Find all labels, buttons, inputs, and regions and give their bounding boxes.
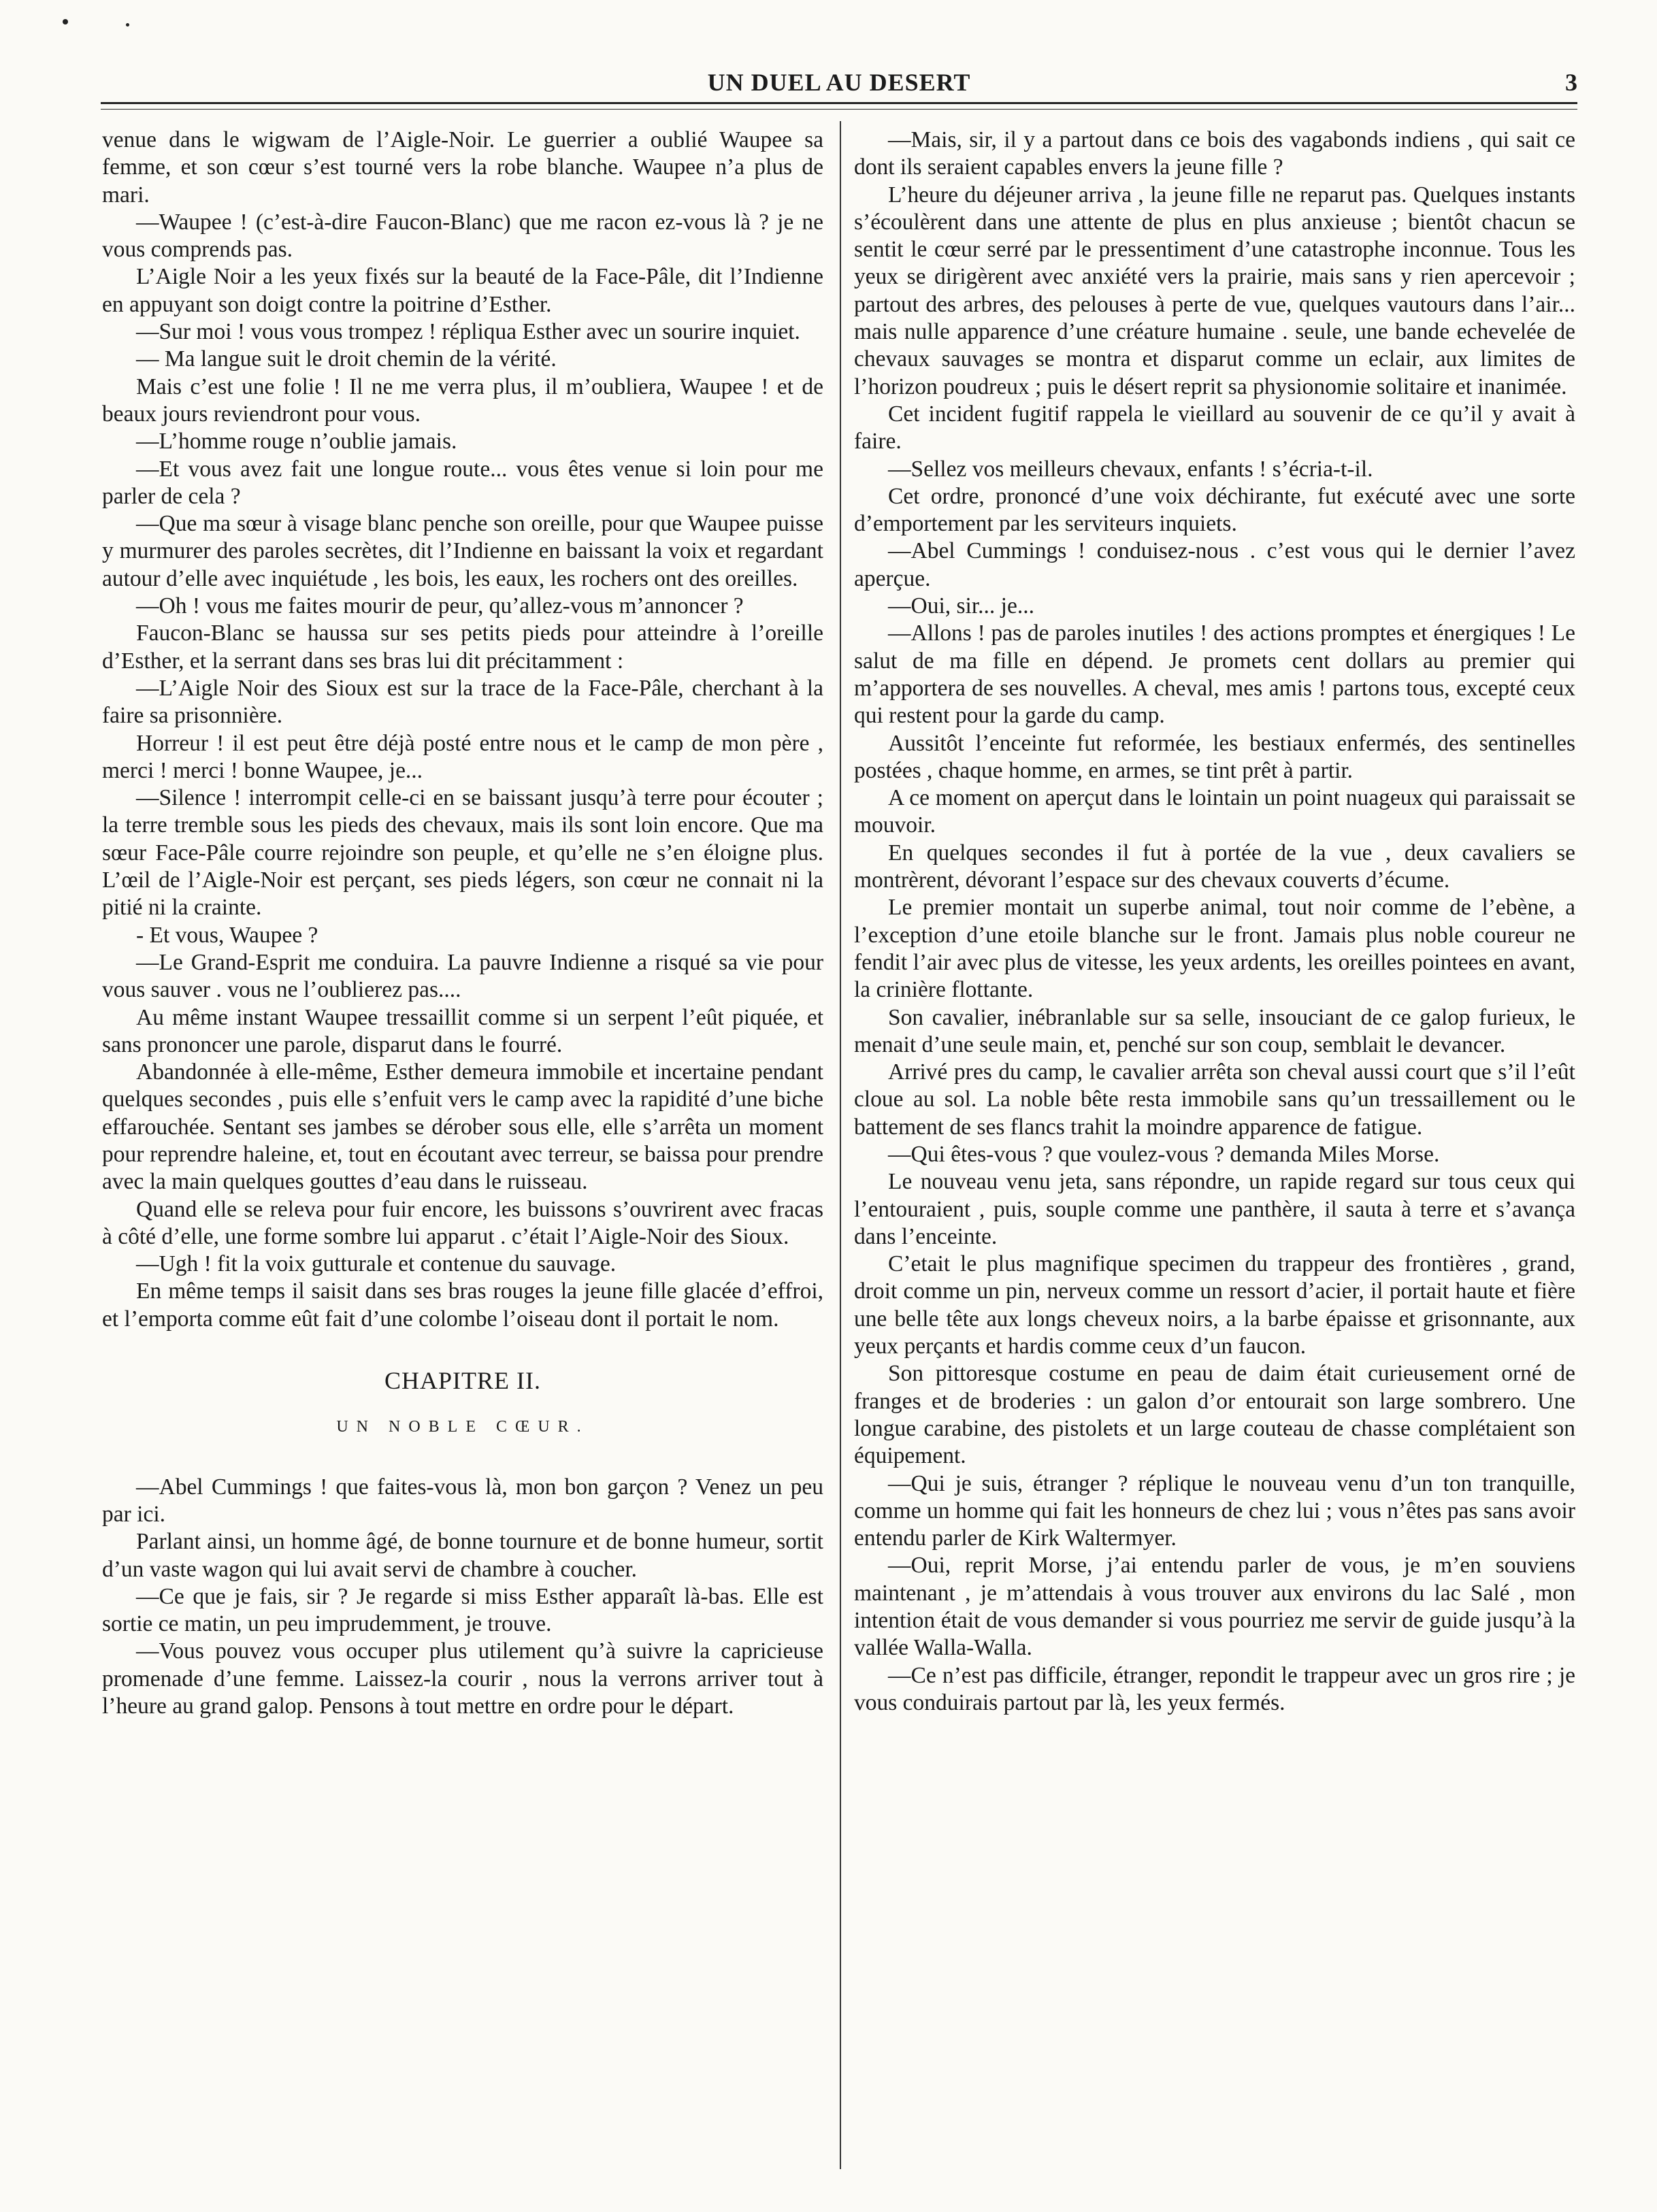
paragraph: —Sur moi ! vous vous trompez ! répliqua Esther avec un sourire inquiet. xyxy=(136,319,800,345)
paragraph: En même temps il saisit dans ses bras rouges la jeune fille glacée d’effroi, et l’emporta comme eût fait d’une colombe l’oiseau dont il portait le nom. xyxy=(102,1278,823,1332)
header-rule xyxy=(101,102,1577,104)
paragraph: Aussitôt l’enceinte fut reformée, les bestiaux enfermés, des sentinelles postées , chaque homme, en armes, se tint prêt à partir. xyxy=(854,730,1575,783)
paragraph: —Et vous avez fait une longue route... vous êtes venue si loin pour me parler de cela ? xyxy=(102,456,823,509)
chapter-subtitle: UN NOBLE CŒUR. xyxy=(336,1418,589,1436)
paragraph: —Mais, sir, il y a partout dans ce bois des vagabonds indiens , qui sait ce dont ils seraient capables envers la jeune fille ? xyxy=(854,127,1575,180)
paragraph: —Sellez vos meilleurs chevaux, enfants ! s’écria-t-il. xyxy=(888,456,1373,482)
paragraph: C’etait le plus magnifique specimen du trappeur des frontières , grand, droit comme un pin, nerveux comme un ressort d’acier, il portait haute et fière une belle tête aux longs cheveux noirs, a la barbe épaisse et grisonnante, aux yeux perçants et hardis comme ceux d’un faucon. xyxy=(854,1251,1575,1359)
header-rule-thin xyxy=(101,109,1577,110)
paragraph: —Waupee ! (c’est-à-dire Faucon-Blanc) que me racon ez-vous là ? je ne vous comprends pas. xyxy=(102,209,823,263)
paragraph: Horreur ! il est peut être déjà posté entre nous et le camp de mon père , merci ! merci ! bonne Waupee, je... xyxy=(102,730,823,783)
paragraph: Abandonnée à elle-même, Esther demeura immobile et incertaine pendant quelques secondes , puis elle s’enfuit vers le camp avec la rapidité d’une biche effarouchée. Sentant ses jambes se dérober sous elle, elle s’arrêta un moment pour reprendre haleine, et, tout en écoutant avec terreur, se baissa pour prendre avec la main quelques gouttes d’eau dans le ruisseau. xyxy=(102,1059,823,1195)
right-column xyxy=(854,127,1575,1717)
chapter-title: CHAPITRE II. xyxy=(384,1367,541,1395)
paragraph: Mais c’est une folie ! Il ne me verra plus, il m’oubliera, Waupee ! et de beaux jours reviendront pour vous. xyxy=(102,374,823,427)
paragraph: —Ce que je fais, sir ? Je regarde si miss Esther apparaît là-bas. Elle est sortie ce matin, un peu imprudemment, je trouve. xyxy=(102,1583,823,1637)
paragraph: —Silence ! interrompit celle-ci en se baissant jusqu’à terre pour écouter ; la terre tremble sous les pieds des chevaux, mais ils sont loin encore. Que ma sœur Face-Pâle courre rejoindre son peuple, et qu’elle ne s’en éloigne plus. L’œil de l’Aigle-Noir est perçant, ses pieds légers, son cœur ne connait ni la pitié ni la crainte. xyxy=(102,785,823,921)
paragraph: Le premier montait un superbe animal, tout noir comme de l’ebène, a l’exception d’une etoile blanche sur le front. Jamais plus noble coureur ne fendit l’air avec plus de vitesse, les yeux ardents, les oreilles pointees en avant, la crinière flottante. xyxy=(854,895,1575,1003)
paragraph: —L’Aigle Noir des Sioux est sur la trace de la Face-Pâle, cherchant à la faire sa prisonnière. xyxy=(102,675,823,729)
paragraph: —Allons ! pas de paroles inutiles ! des actions promptes et énergiques ! Le salut de ma fille en dépend. Je promets cent dollars au premier qui m’apportera de ses nouvelles. A cheval, mes amis ! partons tous, excepté ceux qui restent pour la garde du camp. xyxy=(854,621,1575,729)
paragraph: —Abel Cummings ! conduisez-nous . c’est vous qui le dernier l’avez aperçue. xyxy=(854,538,1575,591)
paragraph: — Ma langue suit le droit chemin de la vérité. xyxy=(136,346,557,372)
page-header xyxy=(101,65,1577,106)
left-column xyxy=(102,127,823,1720)
paragraph: Cet incident fugitif rappela le vieillard au souvenir de ce qu’il y avait à faire. xyxy=(854,401,1575,455)
paragraph: Au même instant Waupee tressaillit comme si un serpent l’eût piquée, et sans prononcer une parole, disparut dans le fourré. xyxy=(102,1004,823,1057)
running-title: UN DUEL AU DESERT xyxy=(707,69,971,96)
paragraph: Le nouveau venu jeta, sans répondre, un rapide regard sur tous ceux qui l’entouraient , puis, souple comme une panthère, il sauta à terre et s’avança dans l’enceinte. xyxy=(854,1169,1575,1249)
paragraph: venue dans le wigwam de l’Aigle-Noir. Le guerrier a oublié Waupee sa femme, et son cœur s’est tourné vers la robe blanche. Waupee n’a plus de mari. xyxy=(102,127,823,208)
paragraph: A ce moment on aperçut dans le lointain un point nuageux qui paraissait se mouvoir. xyxy=(854,785,1575,838)
paragraph: —Ugh ! fit la voix gutturale et contenue du sauvage. xyxy=(136,1251,617,1277)
paragraph: L’heure du déjeuner arriva , la jeune fille ne reparut pas. Quelques instants s’écoulèrent dans une attente de plus en plus anxieuse ; bientôt chacun se sentit le cœur serré par le pressentiment d’une catastrophe inconnue. Tous les yeux se dirigèrent avec anxiété vers la prairie, mais sans y rien apercevoir ; partout des arbres, des pelouses à perte de vue, quelques vautours dans l’air... mais nulle apparence d’une créature humaine . seule, une bande echevelée de chevaux sauvages se montra et disparut comme un eclair, aux limites de l’horizon poudreux ; puis le désert reprit sa physionomie solitaire et inanimée. xyxy=(854,182,1575,399)
paragraph: —Qui je suis, étranger ? réplique le nouveau venu d’un ton tranquille, comme un homme qui fait les honneurs de chez lui ; vous n’êtes pas sans avoir entendu parler de Kirk Waltermyer. xyxy=(854,1470,1575,1551)
print-speck xyxy=(126,23,129,27)
paragraph: —L’homme rouge n’oublie jamais. xyxy=(136,429,457,455)
paragraph: —Oh ! vous me faites mourir de peur, qu’allez-vous m’annoncer ? xyxy=(136,593,744,619)
paragraph: Quand elle se releva pour fuir encore, les buissons s’ouvrirent avec fracas à côté d’elle, une forme sombre lui apparut . c’était l’Aigle-Noir des Sioux. xyxy=(102,1196,823,1249)
paragraph: —Vous pouvez vous occuper plus utilement qu’à suivre la capricieuse promenade d’une femme. Laissez-la courir , nous la verrons arriver tout à l’heure au grand galop. Pensons à tout mettre en ordre pour le départ. xyxy=(102,1638,823,1719)
paragraph: —Que ma sœur à visage blanc penche son oreille, pour que Waupee puisse y murmurer des paroles secrètes, dit l’Indienne en baissant la voix et regardant autour d’elle avec inquiétude , les bois, les eaux, les rochers ont des oreilles. xyxy=(102,511,823,591)
paragraph: Son cavalier, inébranlable sur sa selle, insouciant de ce galop furieux, le menait d’une seule main, et, penché sur son coup, semblait le devancer. xyxy=(854,1004,1575,1057)
paragraph: Faucon-Blanc se haussa sur ses petits pieds pour atteindre à l’oreille d’Esther, et la serrant dans ses bras lui dit précitamment : xyxy=(102,621,823,674)
column-divider xyxy=(840,121,841,2169)
print-speck xyxy=(63,19,68,24)
paragraph: Parlant ainsi, un homme âgé, de bonne tournure et de bonne humeur, sortit d’un vaste wagon qui lui avait servi de chambre à coucher. xyxy=(102,1529,823,1582)
paragraph: Cet ordre, prononcé d’une voix déchirante, fut exécuté avec une sorte d’emportement par les serviteurs inquiets. xyxy=(854,483,1575,537)
paragraph: Arrivé pres du camp, le cavalier arrêta son cheval aussi court que s’il l’eût cloue au sol. La noble bête resta immobile sans qu’un tressaillement ou le battement de ses flancs trahit la moindre apparence de fatigue. xyxy=(854,1059,1575,1140)
paragraph: —Le Grand-Esprit me conduira. La pauvre Indienne a risqué sa vie pour vous sauver . vous ne l’oublierez pas.... xyxy=(102,949,823,1003)
paragraph: En quelques secondes il fut à portée de la vue , deux cavaliers se montrèrent, dévorant l’espace sur des chevaux couverts d’écume. xyxy=(854,840,1575,893)
paragraph: —Qui êtes-vous ? que voulez-vous ? demanda Miles Morse. xyxy=(888,1141,1440,1167)
paragraph: Son pittoresque costume en peau de daim était curieusement orné de franges et de broderies : un galon d’or entourait son large sombrero. Une longue carabine, des pistolets et un large couteau de chasse complétaient son équipement. xyxy=(854,1361,1575,1469)
paragraph: - Et vous, Waupee ? xyxy=(136,922,318,948)
paragraph: —Oui, reprit Morse, j’ai entendu parler de vous, je m’en souviens maintenant , je m’attendais à vous trouver aux environs du lac Salé , mon intention était de vous demander si vous pourriez me servir de guide jusqu’à la vallée Walla-Walla. xyxy=(854,1553,1575,1661)
page-number: 3 xyxy=(1565,69,1577,96)
paragraph: —Abel Cummings ! que faites-vous là, mon bon garçon ? Venez un peu par ici. xyxy=(102,1474,823,1527)
paragraph: L’Aigle Noir a les yeux fixés sur la beauté de la Face-Pâle, dit l’Indienne en appuyant son doigt contre la poitrine d’Esther. xyxy=(102,264,823,317)
paragraph: —Oui, sir... je... xyxy=(888,593,1034,619)
paragraph: —Ce n’est pas difficile, étranger, repondit le trappeur avec un gros rire ; je vous conduirais partout par là, les yeux fermés. xyxy=(854,1662,1575,1715)
